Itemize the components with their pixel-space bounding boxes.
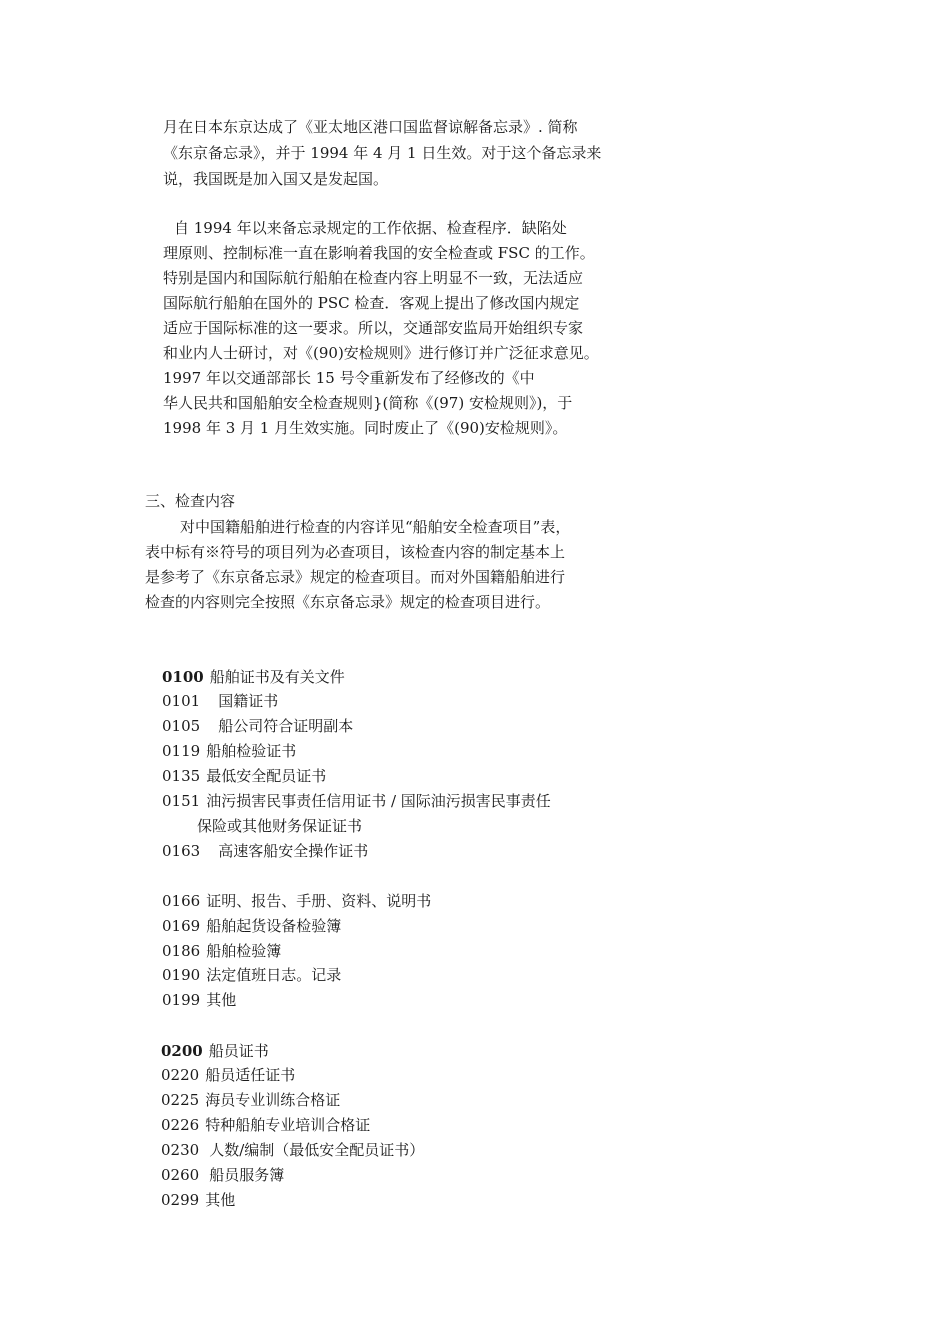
- item-code: 0299: [161, 1191, 200, 1209]
- item-code: 0199: [162, 991, 201, 1009]
- paragraph2-line-9: 1998 年 3 月 1 月生效实施。同时废止了《(90)安检规则》。: [163, 419, 568, 437]
- item-code: 0169: [162, 917, 201, 935]
- list-item: [162, 965, 341, 985]
- item-label: 高速客船安全操作证书: [218, 842, 369, 860]
- paragraph1-line-3: 说，我国既是加入国又是发起国。: [163, 170, 389, 188]
- item-code: 0119: [162, 742, 201, 760]
- list-item: [162, 891, 431, 911]
- list-item: [161, 1140, 424, 1160]
- section3-heading: 三、检查内容: [145, 492, 236, 510]
- paragraph2-line-5: 适应于国际标准的这一要求。所以，交通部安监局开始组织专家: [163, 319, 584, 337]
- list-item: [161, 1115, 370, 1135]
- paragraph2-line-1: 自 1994 年以来备忘录规定的工作依据、检查程序．缺陷处: [174, 219, 567, 237]
- item-code: 0163: [162, 842, 201, 860]
- list-item: [161, 1090, 340, 1110]
- section3-line-4: 检查的内容则完全按照《东京备忘录》规定的检查项目进行。: [145, 593, 551, 611]
- item-label: 船舶证书及有关文件: [209, 668, 345, 686]
- item-label: 船舶起货设备检验簿: [206, 917, 342, 935]
- list-item: [161, 1165, 284, 1185]
- item-label: 国籍证书: [218, 692, 279, 710]
- item-code: 0135: [162, 767, 201, 785]
- item-code: 0230: [161, 1141, 200, 1159]
- item-code: 0200: [161, 1042, 203, 1060]
- item-label: 船舶检验簿: [206, 942, 282, 960]
- list-item-continuation: 保险或其他财务保证证书: [197, 817, 363, 835]
- item-label: 法定值班日志。记录: [206, 966, 342, 984]
- item-code: 0225: [161, 1091, 200, 1109]
- paragraph2-line-4: 国际航行船舶在国外的 PSC 检查．客观上提出了修改国内规定: [163, 294, 580, 312]
- item-code: 0101: [162, 692, 201, 710]
- paragraph2-line-6: 和业内人士研讨，对《(90)安检规则》进行修订并广泛征求意见。: [163, 344, 599, 362]
- group0100-header: [162, 667, 345, 687]
- item-label: 船员证书: [208, 1042, 269, 1060]
- item-label: 特种船舶专业培训合格证: [205, 1116, 371, 1134]
- section3-line-3: 是参考了《东京备忘录》规定的检查项目。而对外国籍船舶进行: [145, 568, 566, 586]
- list-item: [162, 766, 326, 786]
- item-code: 0226: [161, 1116, 200, 1134]
- list-item: [161, 1065, 295, 1085]
- item-code: 0260: [161, 1166, 200, 1184]
- item-label: 船公司符合证明副本: [218, 717, 354, 735]
- item-label: 油污损害民事责任信用证书 / 国际油污损害民事责任: [206, 792, 551, 810]
- item-label: 其他: [206, 991, 237, 1009]
- list-item: [162, 791, 551, 811]
- item-label: 人数/编制（最低安全配员证书）: [209, 1141, 425, 1159]
- paragraph2-line-2: 理原则、控制标准一直在影响着我国的安全检查或 FSC 的工作。: [163, 244, 595, 262]
- list-item: [162, 941, 281, 961]
- item-code: 0190: [162, 966, 201, 984]
- paragraph1-line-2: 《东京备忘录》，并于 1994 年 4 月 1 日生效。对于这个备忘录来: [163, 144, 602, 162]
- paragraph1-line-1: 月在日本东京达成了《亚太地区港口国监督谅解备忘录》. 简称: [163, 118, 578, 136]
- list-item: [161, 1190, 235, 1210]
- item-label: 最低安全配员证书: [206, 767, 327, 785]
- section3-line-1: 对中国籍船舶进行检查的内容详见“船舶安全检查项目”表，: [180, 518, 571, 536]
- item-label: 海员专业训练合格证: [205, 1091, 341, 1109]
- group0200-header: [161, 1041, 269, 1061]
- item-code: 0100: [162, 668, 204, 686]
- item-label: 船员适任证书: [205, 1066, 296, 1084]
- list-item: [162, 691, 278, 711]
- list-item: [162, 741, 296, 761]
- item-code: 0186: [162, 942, 201, 960]
- item-label: 证明、报告、手册、资料、说明书: [206, 892, 432, 910]
- item-label: 其他: [205, 1191, 236, 1209]
- item-code: 0220: [161, 1066, 200, 1084]
- list-item: [162, 990, 236, 1010]
- list-item: [162, 841, 368, 861]
- paragraph2-line-3: 特别是国内和国际航行船舶在检查内容上明显不一致，无法适应: [163, 269, 584, 287]
- section3-line-2: 表中标有※符号的项目列为必查项目，该检查内容的制定基本上: [145, 543, 566, 561]
- item-code: 0166: [162, 892, 201, 910]
- paragraph2-line-7: 1997 年以交通部部长 15 号令重新发布了经修改的《中: [163, 369, 535, 387]
- item-label: 船员服务簿: [209, 1166, 285, 1184]
- list-item: [162, 916, 341, 936]
- paragraph2-line-8: 华人民共和国船舶安全检查规则}(简称《(97) 安检规则》)，于: [163, 394, 573, 412]
- list-item: [162, 716, 353, 736]
- item-code: 0105: [162, 717, 201, 735]
- item-code: 0151: [162, 792, 201, 810]
- item-label: 船舶检验证书: [206, 742, 297, 760]
